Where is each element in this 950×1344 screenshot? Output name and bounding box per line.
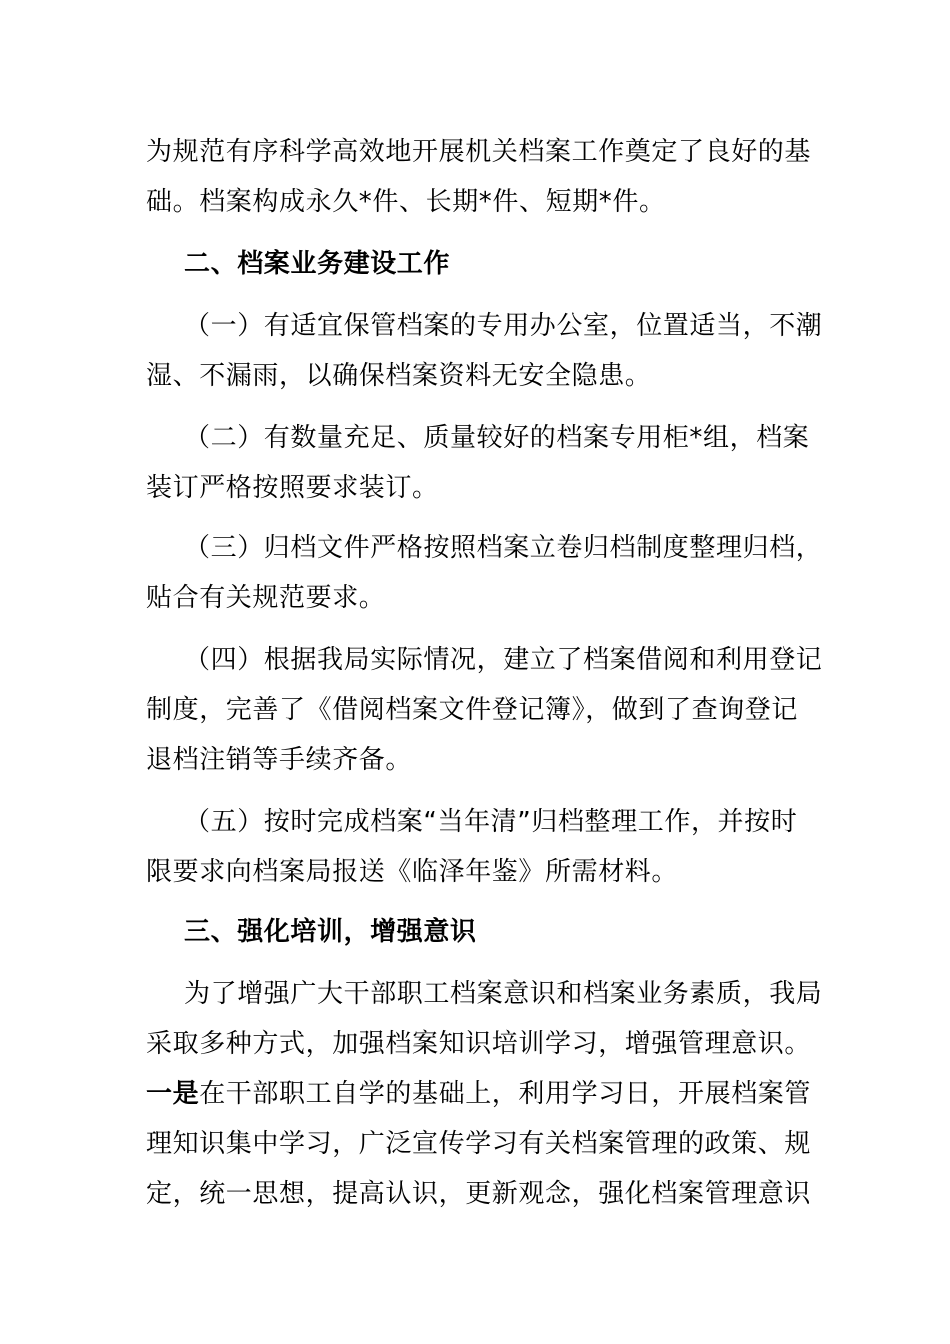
- paragraph-line: 制度，完善了《借阅档案文件登记簿》，做到了查询登记: [146, 695, 799, 725]
- paragraph-line: 理知识集中学习，广泛宣传学习有关档案管理的政策、规: [146, 1129, 812, 1159]
- paragraph-line: 采取多种方式，加强档案知识培训学习，增强管理意识。: [146, 1029, 812, 1059]
- paragraph-line: 限要求向档案局报送《临泽年鉴》所需材料。: [146, 857, 679, 887]
- section-heading: 二、档案业务建设工作: [184, 249, 451, 279]
- paragraph-line: （四）根据我局实际情况，建立了档案借阅和利用登记: [184, 645, 823, 675]
- paragraph-line: 为规范有序科学高效地开展机关档案工作奠定了良好的基: [146, 137, 812, 167]
- paragraph-line: （三）归档文件严格按照档案立卷归档制度整理归档，: [184, 533, 823, 563]
- paragraph-line: 定，统一思想，提高认识，更新观念，强化档案管理意识: [146, 1179, 812, 1209]
- paragraph-line: 湿、不漏雨，以确保档案资料无安全隐患。: [146, 361, 652, 391]
- emphasis-text: 一是: [146, 1079, 200, 1109]
- paragraph-text: 在干部职工自学的基础上，利用学习日，开展档案管: [199, 1079, 812, 1109]
- paragraph-line: （五）按时完成档案“当年清”归档整理工作，并按时: [184, 807, 798, 837]
- paragraph-line: 退档注销等手续齐备。: [146, 745, 413, 775]
- paragraph-line: 贴合有关规范要求。: [146, 583, 386, 613]
- paragraph-line: （一）有适宜保管档案的专用办公室，位置适当，不潮: [184, 311, 823, 341]
- paragraph-line: 为了增强广大干部职工档案意识和档案业务素质，我局: [184, 979, 823, 1009]
- paragraph-line: （二）有数量充足、质量较好的档案专用柜*组，档案: [184, 423, 810, 453]
- paragraph-line: [146, 1074, 826, 1114]
- section-heading: 三、强化培训，增强意识: [184, 917, 477, 947]
- paragraph-line: 装订严格按照要求装订。: [146, 473, 439, 503]
- paragraph-line: 础。档案构成永久*件、长期*件、短期*件。: [146, 187, 666, 217]
